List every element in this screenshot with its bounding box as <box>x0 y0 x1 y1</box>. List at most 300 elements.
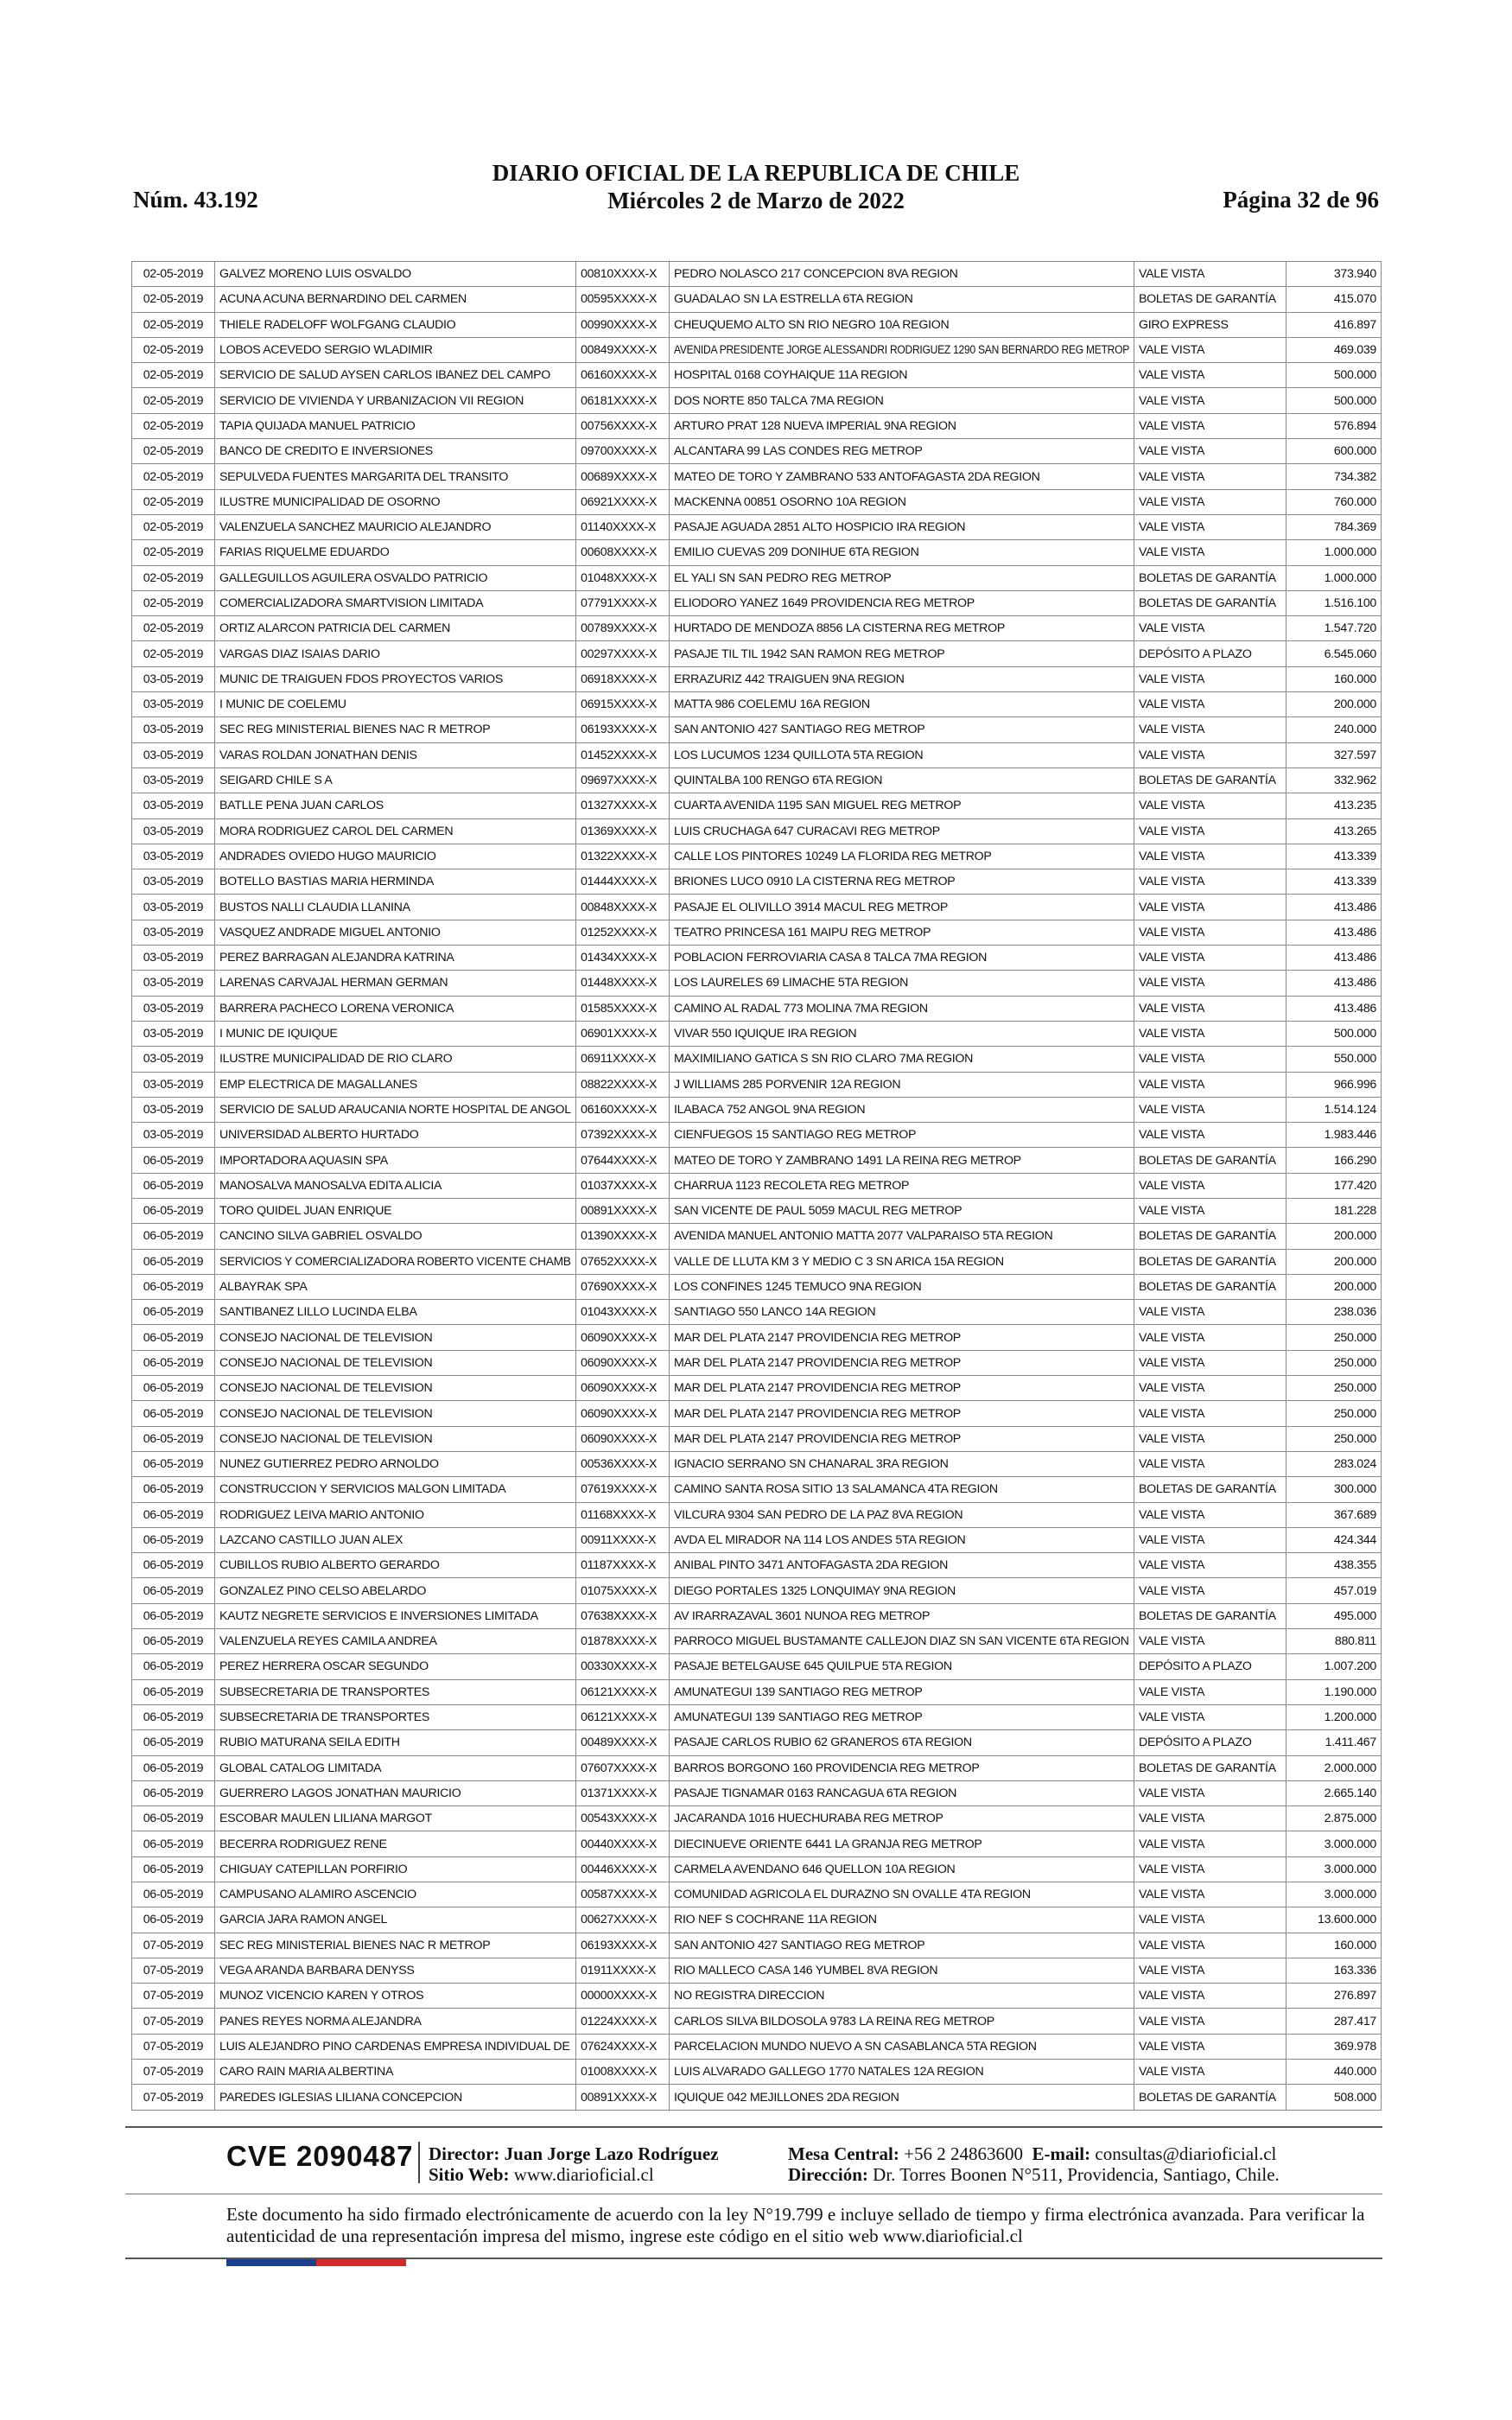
row-address: BARROS BORGONO 160 PROVIDENCIA REG METROP <box>670 1755 1134 1780</box>
row-name: LAZCANO CASTILLO JUAN ALEX <box>215 1527 576 1552</box>
row-instrument: VALE VISTA <box>1134 1300 1286 1325</box>
row-name: UNIVERSIDAD ALBERTO HURTADO <box>215 1123 576 1148</box>
row-date: 06-05-2019 <box>132 1376 215 1401</box>
row-date: 07-05-2019 <box>132 2009 215 2034</box>
row-rut: 06181XXXX-X <box>576 388 670 413</box>
table-row <box>132 767 1382 793</box>
row-rut: 01224XXXX-X <box>576 2009 670 2034</box>
row-name: GLOBAL CATALOG LIMITADA <box>215 1755 576 1780</box>
row-name: NUNEZ GUTIERREZ PEDRO ARNOLDO <box>215 1451 576 1476</box>
row-name: LUIS ALEJANDRO PINO CARDENAS EMPRESA INDIVIDUAL DE <box>215 2034 576 2059</box>
table-row <box>132 1300 1382 1325</box>
row-instrument: VALE VISTA <box>1134 1350 1286 1375</box>
table-row <box>132 1123 1382 1148</box>
row-date: 07-05-2019 <box>132 1958 215 1983</box>
row-amount: 457.019 <box>1286 1578 1382 1603</box>
row-name: BUSTOS NALLI CLAUDIA LLANINA <box>215 895 576 920</box>
row-rut: 06090XXXX-X <box>576 1325 670 1350</box>
row-name: GARCIA JARA RAMON ANGEL <box>215 1907 576 1933</box>
row-date: 06-05-2019 <box>132 1654 215 1679</box>
row-rut: 00543XXXX-X <box>576 1806 670 1831</box>
row-name: SERVICIO DE SALUD ARAUCANIA NORTE HOSPITAL DE ANGOL <box>215 1097 576 1122</box>
row-address: HOSPITAL 0168 COYHAIQUE 11A REGION <box>670 363 1134 388</box>
row-amount: 413.235 <box>1286 793 1382 818</box>
row-rut: 01390XXXX-X <box>576 1224 670 1249</box>
table-row <box>132 337 1382 362</box>
row-name: SERVICIO DE SALUD AYSEN CARLOS IBANEZ DEL CAMPO <box>215 363 576 388</box>
row-address: CAMINO AL RADAL 773 MOLINA 7MA REGION <box>670 996 1134 1021</box>
row-address: CHARRUA 1123 RECOLETA REG METROP <box>670 1173 1134 1198</box>
row-amount: 2.665.140 <box>1286 1780 1382 1805</box>
table-row <box>132 1097 1382 1122</box>
row-amount: 3.000.000 <box>1286 1856 1382 1882</box>
website-label: Sitio Web: <box>429 2164 510 2185</box>
table-row <box>132 312 1382 337</box>
director-label: Director: <box>429 2143 500 2164</box>
row-date: 03-05-2019 <box>132 767 215 793</box>
row-amount: 250.000 <box>1286 1376 1382 1401</box>
row-name: SERVICIO DE VIVIENDA Y URBANIZACION VII REGION <box>215 388 576 413</box>
row-date: 02-05-2019 <box>132 565 215 590</box>
row-instrument: VALE VISTA <box>1134 1527 1286 1552</box>
email-label: E-mail: <box>1032 2143 1091 2164</box>
row-instrument: VALE VISTA <box>1134 1958 1286 1983</box>
row-instrument: VALE VISTA <box>1134 1072 1286 1097</box>
row-name: EMP ELECTRICA DE MAGALLANES <box>215 1072 576 1097</box>
table-row <box>132 666 1382 691</box>
row-amount: 416.897 <box>1286 312 1382 337</box>
row-name: BECERRA RODRIGUEZ RENE <box>215 1831 576 1856</box>
row-date: 03-05-2019 <box>132 1123 215 1148</box>
row-name: ACUNA ACUNA BERNARDINO DEL CARMEN <box>215 287 576 312</box>
table-row <box>132 996 1382 1021</box>
address-label: Dirección: <box>788 2164 868 2185</box>
row-address: GUADALAO SN LA ESTRELLA 6TA REGION <box>670 287 1134 312</box>
table-row <box>132 1502 1382 1527</box>
row-amount: 160.000 <box>1286 1933 1382 1958</box>
table-row <box>132 1907 1382 1933</box>
row-address: SAN ANTONIO 427 SANTIAGO REG METROP <box>670 1933 1134 1958</box>
row-name: CONSEJO NACIONAL DE TELEVISION <box>215 1325 576 1350</box>
row-instrument: VALE VISTA <box>1134 363 1286 388</box>
row-rut: 00756XXXX-X <box>576 413 670 438</box>
row-name: CONSTRUCCION Y SERVICIOS MALGON LIMITADA <box>215 1477 576 1502</box>
table-row <box>132 1933 1382 1958</box>
row-instrument: VALE VISTA <box>1134 1629 1286 1654</box>
row-name: ORTIZ ALARCON PATRICIA DEL CARMEN <box>215 616 576 641</box>
row-date: 06-05-2019 <box>132 1198 215 1223</box>
row-rut: 00608XXXX-X <box>576 540 670 565</box>
row-amount: 283.024 <box>1286 1451 1382 1476</box>
row-date: 06-05-2019 <box>132 1274 215 1299</box>
row-name: GONZALEZ PINO CELSO ABELARDO <box>215 1578 576 1603</box>
row-address: BRIONES LUCO 0910 LA CISTERNA REG METROP <box>670 869 1134 895</box>
row-date: 03-05-2019 <box>132 1072 215 1097</box>
row-amount: 369.978 <box>1286 2034 1382 2059</box>
row-amount: 240.000 <box>1286 717 1382 742</box>
row-rut: 01911XXXX-X <box>576 1958 670 1983</box>
row-date: 06-05-2019 <box>132 1249 215 1274</box>
row-date: 06-05-2019 <box>132 1629 215 1654</box>
row-date: 06-05-2019 <box>132 1350 215 1375</box>
table-row <box>132 946 1382 971</box>
row-amount: 576.894 <box>1286 413 1382 438</box>
row-instrument: BOLETAS DE GARANTÍA <box>1134 767 1286 793</box>
email-link[interactable]: consultas@diarioficial.cl <box>1095 2143 1277 2164</box>
deposits-table <box>131 261 1382 2111</box>
row-amount: 367.689 <box>1286 1502 1382 1527</box>
row-amount: 500.000 <box>1286 363 1382 388</box>
row-instrument: DEPÓSITO A PLAZO <box>1134 1730 1286 1755</box>
table-row <box>132 920 1382 945</box>
row-address: MAR DEL PLATA 2147 PROVIDENCIA REG METROP <box>670 1426 1134 1451</box>
row-amount: 13.600.000 <box>1286 1907 1382 1933</box>
row-address: MATEO DE TORO Y ZAMBRANO 1491 LA REINA REG METROP <box>670 1148 1134 1173</box>
row-name: CONSEJO NACIONAL DE TELEVISION <box>215 1376 576 1401</box>
row-date: 03-05-2019 <box>132 1021 215 1046</box>
row-amount: 250.000 <box>1286 1350 1382 1375</box>
phone-number: +56 2 24863600 <box>904 2143 1023 2164</box>
row-instrument: VALE VISTA <box>1134 1401 1286 1426</box>
row-address: CUARTA AVENIDA 1195 SAN MIGUEL REG METROP <box>670 793 1134 818</box>
row-name: SEC REG MINISTERIAL BIENES NAC R METROP <box>215 717 576 742</box>
row-address: EL YALI SN SAN PEDRO REG METROP <box>670 565 1134 590</box>
row-rut: 01434XXXX-X <box>576 946 670 971</box>
table-row <box>132 895 1382 920</box>
row-name: KAUTZ NEGRETE SERVICIOS E INVERSIONES LIMITADA <box>215 1603 576 1628</box>
row-date: 07-05-2019 <box>132 2060 215 2085</box>
row-amount: 508.000 <box>1286 2085 1382 2110</box>
cve-code: CVE 2090487 <box>226 2140 414 2172</box>
row-instrument: VALE VISTA <box>1134 869 1286 895</box>
row-address: SAN ANTONIO 427 SANTIAGO REG METROP <box>670 717 1134 742</box>
row-amount: 550.000 <box>1286 1047 1382 1072</box>
table-row <box>132 2060 1382 2085</box>
row-instrument: VALE VISTA <box>1134 844 1286 869</box>
row-rut: 00440XXXX-X <box>576 1831 670 1856</box>
row-amount: 238.036 <box>1286 1300 1382 1325</box>
row-rut: 00536XXXX-X <box>576 1451 670 1476</box>
row-name: SEC REG MINISTERIAL BIENES NAC R METROP <box>215 1933 576 1958</box>
table-row <box>132 2009 1382 2034</box>
row-name: VALENZUELA REYES CAMILA ANDREA <box>215 1629 576 1654</box>
row-date: 06-05-2019 <box>132 1224 215 1249</box>
row-name: GALVEZ MORENO LUIS OSVALDO <box>215 262 576 287</box>
website-link[interactable]: www.diarioficial.cl <box>513 2164 654 2185</box>
row-amount: 373.940 <box>1286 262 1382 287</box>
publication-title: DIARIO OFICIAL DE LA REPUBLICA DE CHILE <box>492 160 1020 186</box>
table-body <box>132 262 1382 2111</box>
row-address: MAR DEL PLATA 2147 PROVIDENCIA REG METROP <box>670 1350 1134 1375</box>
row-date: 06-05-2019 <box>132 1401 215 1426</box>
row-name: I MUNIC DE COELEMU <box>215 692 576 717</box>
table-row <box>132 818 1382 844</box>
row-address: LOS CONFINES 1245 TEMUCO 9NA REGION <box>670 1274 1134 1299</box>
row-date: 02-05-2019 <box>132 514 215 539</box>
row-address: QUINTALBA 100 RENGO 6TA REGION <box>670 767 1134 793</box>
table-row <box>132 439 1382 464</box>
row-date: 02-05-2019 <box>132 489 215 514</box>
row-instrument: VALE VISTA <box>1134 1704 1286 1729</box>
row-date: 03-05-2019 <box>132 844 215 869</box>
row-name: MUNOZ VICENCIO KAREN Y OTROS <box>215 1984 576 2009</box>
row-instrument: VALE VISTA <box>1134 946 1286 971</box>
row-instrument: VALE VISTA <box>1134 1198 1286 1223</box>
row-address: PASAJE BETELGAUSE 645 QUILPUE 5TA REGION <box>670 1654 1134 1679</box>
row-rut: 00000XXXX-X <box>576 1984 670 2009</box>
row-address: ERRAZURIZ 442 TRAIGUEN 9NA REGION <box>670 666 1134 691</box>
row-rut: 01187XXXX-X <box>576 1553 670 1578</box>
row-amount: 163.336 <box>1286 1958 1382 1983</box>
row-date: 06-05-2019 <box>132 1806 215 1831</box>
row-rut: 06193XXXX-X <box>576 1933 670 1958</box>
row-address: ELIODORO YANEZ 1649 PROVIDENCIA REG METROP <box>670 590 1134 615</box>
table-row <box>132 1376 1382 1401</box>
row-amount: 181.228 <box>1286 1198 1382 1223</box>
row-instrument: BOLETAS DE GARANTÍA <box>1134 1755 1286 1780</box>
row-address: CARMELA AVENDANO 646 QUELLON 10A REGION <box>670 1856 1134 1882</box>
row-amount: 500.000 <box>1286 1021 1382 1046</box>
row-rut: 01444XXXX-X <box>576 869 670 895</box>
row-name: VALENZUELA SANCHEZ MAURICIO ALEJANDRO <box>215 514 576 539</box>
row-rut: 01322XXXX-X <box>576 844 670 869</box>
row-rut: 01878XXXX-X <box>576 1629 670 1654</box>
row-amount: 166.290 <box>1286 1148 1382 1173</box>
table-row <box>132 1173 1382 1198</box>
table-row <box>132 1730 1382 1755</box>
row-address: MAR DEL PLATA 2147 PROVIDENCIA REG METROP <box>670 1376 1134 1401</box>
row-instrument: VALE VISTA <box>1134 540 1286 565</box>
row-address: POBLACION FERROVIARIA CASA 8 TALCA 7MA REGION <box>670 946 1134 971</box>
row-rut: 07392XXXX-X <box>576 1123 670 1148</box>
row-rut: 00911XXXX-X <box>576 1527 670 1552</box>
row-address: AVENIDA MANUEL ANTONIO MATTA 2077 VALPARAISO 5TA REGION <box>670 1224 1134 1249</box>
row-date: 02-05-2019 <box>132 287 215 312</box>
row-amount: 250.000 <box>1286 1325 1382 1350</box>
row-date: 03-05-2019 <box>132 818 215 844</box>
row-address: PASAJE TIGNAMAR 0163 RANCAGUA 6TA REGION <box>670 1780 1134 1805</box>
row-amount: 760.000 <box>1286 489 1382 514</box>
table-row <box>132 1578 1382 1603</box>
row-instrument: VALE VISTA <box>1134 1578 1286 1603</box>
row-date: 02-05-2019 <box>132 616 215 641</box>
row-instrument: VALE VISTA <box>1134 489 1286 514</box>
row-rut: 07652XXXX-X <box>576 1249 670 1274</box>
row-rut: 06193XXXX-X <box>576 717 670 742</box>
row-date: 03-05-2019 <box>132 996 215 1021</box>
row-rut: 01371XXXX-X <box>576 1780 670 1805</box>
row-address: JACARANDA 1016 HUECHURABA REG METROP <box>670 1806 1134 1831</box>
row-rut: 01585XXXX-X <box>576 996 670 1021</box>
row-instrument: VALE VISTA <box>1134 514 1286 539</box>
row-name: BOTELLO BASTIAS MARIA HERMINDA <box>215 869 576 895</box>
row-amount: 250.000 <box>1286 1426 1382 1451</box>
row-amount: 413.339 <box>1286 844 1382 869</box>
row-instrument: VALE VISTA <box>1134 692 1286 717</box>
table-row <box>132 1755 1382 1780</box>
row-instrument: VALE VISTA <box>1134 2034 1286 2059</box>
table-row <box>132 1072 1382 1097</box>
table-row <box>132 1198 1382 1223</box>
row-instrument: VALE VISTA <box>1134 388 1286 413</box>
row-name: TAPIA QUIJADA MANUEL PATRICIO <box>215 413 576 438</box>
table-row <box>132 1451 1382 1476</box>
row-date: 07-05-2019 <box>132 2085 215 2110</box>
row-address: MACKENNA 00851 OSORNO 10A REGION <box>670 489 1134 514</box>
row-name: MUNIC DE TRAIGUEN FDOS PROYECTOS VARIOS <box>215 666 576 691</box>
row-address: DIECINUEVE ORIENTE 6441 LA GRANJA REG METROP <box>670 1831 1134 1856</box>
row-address: CARLOS SILVA BILDOSOLA 9783 LA REINA REG METROP <box>670 2009 1134 2034</box>
row-rut: 07607XXXX-X <box>576 1755 670 1780</box>
row-address: ALCANTARA 99 LAS CONDES REG METROP <box>670 439 1134 464</box>
row-date: 07-05-2019 <box>132 1933 215 1958</box>
row-amount: 300.000 <box>1286 1477 1382 1502</box>
row-date: 03-05-2019 <box>132 717 215 742</box>
row-rut: 00489XXXX-X <box>576 1730 670 1755</box>
table-row <box>132 742 1382 767</box>
row-amount: 1.000.000 <box>1286 565 1382 590</box>
row-date: 02-05-2019 <box>132 464 215 489</box>
table-row <box>132 1553 1382 1578</box>
row-rut: 01075XXXX-X <box>576 1578 670 1603</box>
row-instrument: VALE VISTA <box>1134 1325 1286 1350</box>
table-row <box>132 262 1382 287</box>
row-instrument: VALE VISTA <box>1134 1426 1286 1451</box>
row-instrument: VALE VISTA <box>1134 464 1286 489</box>
row-rut: 06921XXXX-X <box>576 489 670 514</box>
row-rut: 00297XXXX-X <box>576 641 670 666</box>
row-rut: 00789XXXX-X <box>576 616 670 641</box>
row-amount: 6.545.060 <box>1286 641 1382 666</box>
table-row <box>132 692 1382 717</box>
row-name: CONSEJO NACIONAL DE TELEVISION <box>215 1426 576 1451</box>
issue-number: Núm. 43.192 <box>133 187 258 213</box>
row-name: PANES REYES NORMA ALEJANDRA <box>215 2009 576 2034</box>
row-date: 03-05-2019 <box>132 692 215 717</box>
row-instrument: VALE VISTA <box>1134 1780 1286 1805</box>
row-address: IQUIQUE 042 MEJILLONES 2DA REGION <box>670 2085 1134 2110</box>
row-address: DOS NORTE 850 TALCA 7MA REGION <box>670 388 1134 413</box>
table-row <box>132 464 1382 489</box>
row-name: SUBSECRETARIA DE TRANSPORTES <box>215 1679 576 1704</box>
row-amount: 424.344 <box>1286 1527 1382 1552</box>
row-address: SANTIAGO 550 LANCO 14A REGION <box>670 1300 1134 1325</box>
row-address: IGNACIO SERRANO SN CHANARAL 3RA REGION <box>670 1451 1134 1476</box>
row-rut: 01168XXXX-X <box>576 1502 670 1527</box>
row-instrument: VALE VISTA <box>1134 1173 1286 1198</box>
row-amount: 413.486 <box>1286 971 1382 996</box>
row-rut: 06121XXXX-X <box>576 1704 670 1729</box>
row-amount: 3.000.000 <box>1286 1831 1382 1856</box>
table-row <box>132 287 1382 312</box>
row-date: 03-05-2019 <box>132 1097 215 1122</box>
row-date: 06-05-2019 <box>132 1325 215 1350</box>
row-date: 02-05-2019 <box>132 363 215 388</box>
publication-date: Miércoles 2 de Marzo de 2022 <box>607 188 905 213</box>
table-row <box>132 717 1382 742</box>
row-amount: 1.516.100 <box>1286 590 1382 615</box>
row-name: SEIGARD CHILE S A <box>215 767 576 793</box>
row-address: PASAJE AGUADA 2851 ALTO HOSPICIO IRA REGION <box>670 514 1134 539</box>
row-rut: 07644XXXX-X <box>576 1148 670 1173</box>
row-date: 03-05-2019 <box>132 1047 215 1072</box>
row-address: LOS LAURELES 69 LIMACHE 5TA REGION <box>670 971 1134 996</box>
row-instrument: VALE VISTA <box>1134 1047 1286 1072</box>
row-name: ILUSTRE MUNICIPALIDAD DE RIO CLARO <box>215 1047 576 1072</box>
row-name: TORO QUIDEL JUAN ENRIQUE <box>215 1198 576 1223</box>
footer-director-block <box>429 2143 719 2185</box>
row-address: ILABACA 752 ANGOL 9NA REGION <box>670 1097 1134 1122</box>
row-address: LOS LUCUMOS 1234 QUILLOTA 5TA REGION <box>670 742 1134 767</box>
row-amount: 327.597 <box>1286 742 1382 767</box>
row-address: VIVAR 550 IQUIQUE IRA REGION <box>670 1021 1134 1046</box>
row-amount: 413.339 <box>1286 869 1382 895</box>
row-instrument: VALE VISTA <box>1134 616 1286 641</box>
row-date: 06-05-2019 <box>132 1907 215 1933</box>
row-instrument: GIRO EXPRESS <box>1134 312 1286 337</box>
row-rut: 01043XXXX-X <box>576 1300 670 1325</box>
row-name: RUBIO MATURANA SEILA EDITH <box>215 1730 576 1755</box>
table-row <box>132 1527 1382 1552</box>
row-date: 06-05-2019 <box>132 1148 215 1173</box>
row-instrument: BOLETAS DE GARANTÍA <box>1134 1477 1286 1502</box>
row-address: VILCURA 9304 SAN PEDRO DE LA PAZ 8VA REGION <box>670 1502 1134 1527</box>
table-row <box>132 1704 1382 1729</box>
row-rut: 01327XXXX-X <box>576 793 670 818</box>
row-address: PASAJE EL OLIVILLO 3914 MACUL REG METROP <box>670 895 1134 920</box>
row-name: RODRIGUEZ LEIVA MARIO ANTONIO <box>215 1502 576 1527</box>
row-rut: 01037XXXX-X <box>576 1173 670 1198</box>
row-amount: 177.420 <box>1286 1173 1382 1198</box>
row-rut: 06160XXXX-X <box>576 1097 670 1122</box>
row-instrument: VALE VISTA <box>1134 1553 1286 1578</box>
row-date: 03-05-2019 <box>132 869 215 895</box>
row-name: I MUNIC DE IQUIQUE <box>215 1021 576 1046</box>
row-name: IMPORTADORA AQUASIN SPA <box>215 1148 576 1173</box>
table-row <box>132 413 1382 438</box>
row-rut: 07690XXXX-X <box>576 1274 670 1299</box>
table-row <box>132 1477 1382 1502</box>
row-amount: 287.417 <box>1286 2009 1382 2034</box>
row-address: SAN VICENTE DE PAUL 5059 MACUL REG METROP <box>670 1198 1134 1223</box>
row-amount: 966.996 <box>1286 1072 1382 1097</box>
row-amount: 276.897 <box>1286 1984 1382 2009</box>
row-rut: 08822XXXX-X <box>576 1072 670 1097</box>
row-date: 02-05-2019 <box>132 540 215 565</box>
row-address: RIO MALLECO CASA 146 YUMBEL 8VA REGION <box>670 1958 1134 1983</box>
row-rut: 06090XXXX-X <box>576 1401 670 1426</box>
row-name: THIELE RADELOFF WOLFGANG CLAUDIO <box>215 312 576 337</box>
footer-separator <box>418 2142 420 2183</box>
row-instrument: VALE VISTA <box>1134 818 1286 844</box>
row-instrument: VALE VISTA <box>1134 793 1286 818</box>
table-row <box>132 1148 1382 1173</box>
row-instrument: VALE VISTA <box>1134 1097 1286 1122</box>
row-amount: 469.039 <box>1286 337 1382 362</box>
row-instrument: VALE VISTA <box>1134 1856 1286 1882</box>
row-address: PASAJE TIL TIL 1942 SAN RAMON REG METROP <box>670 641 1134 666</box>
table-row <box>132 590 1382 615</box>
row-instrument: VALE VISTA <box>1134 1123 1286 1148</box>
director-name: Juan Jorge Lazo Rodríguez <box>504 2143 719 2164</box>
row-address: AVENIDA PRESIDENTE JORGE ALESSANDRI RODRIGUEZ 1290 SAN BERNARDO REG METROP <box>670 337 1134 362</box>
row-instrument: BOLETAS DE GARANTÍA <box>1134 287 1286 312</box>
row-instrument: BOLETAS DE GARANTÍA <box>1134 2085 1286 2110</box>
table-row <box>132 1882 1382 1907</box>
table-row <box>132 489 1382 514</box>
row-date: 03-05-2019 <box>132 971 215 996</box>
row-amount: 413.486 <box>1286 946 1382 971</box>
